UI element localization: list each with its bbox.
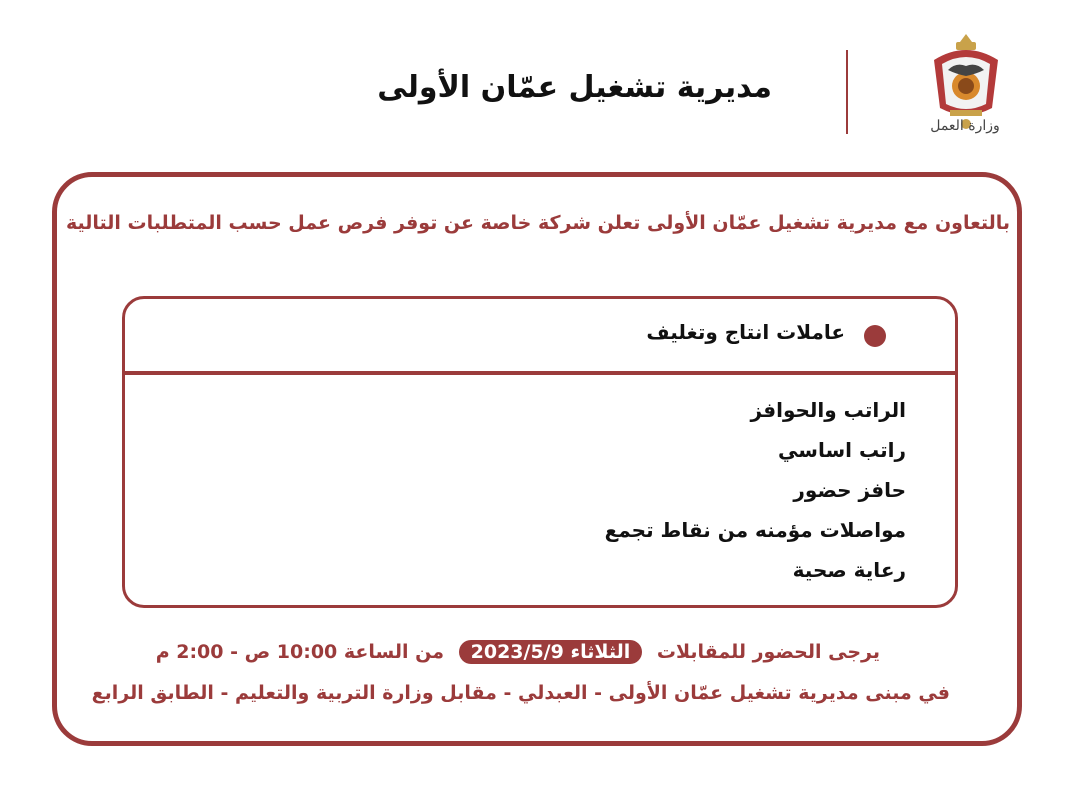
interview-prefix: يرجى الحضور للمقابلات xyxy=(656,641,880,663)
job-bullet-icon xyxy=(864,325,886,347)
benefit-item: الراتب والحوافز xyxy=(750,398,906,422)
announcement-intro: بالتعاون مع مديرية تشغيل عمّان الأولى تعلن شركة خاصة عن توفر فرص عمل حسب المتطلبات التالية xyxy=(65,212,1010,234)
interview-location: في مبنى مديرية تشغيل عمّان الأولى - العبدلي - مقابل وزارة التربية والتعليم - الطابق الرابع xyxy=(91,682,950,704)
header-divider xyxy=(846,50,848,134)
benefit-item: رعاية صحية xyxy=(792,558,906,582)
benefit-item: مواصلات مؤمنه من نقاط تجمع xyxy=(604,518,906,542)
ministry-logo-text: وزارة العمل xyxy=(930,118,1000,134)
page-title: مديرية تشغيل عمّان الأولى xyxy=(377,70,772,105)
job-box-divider xyxy=(122,371,958,375)
job-title: عاملات انتاج وتغليف xyxy=(646,320,845,344)
interview-line xyxy=(155,640,880,664)
interview-date-badge: الثلاثاء 2023/5/9 xyxy=(459,640,643,664)
benefit-item: حافز حضور xyxy=(793,478,906,502)
interview-time: من الساعة 10:00 ص - 2:00 م xyxy=(155,641,444,663)
benefit-item: راتب اساسي xyxy=(778,438,906,462)
